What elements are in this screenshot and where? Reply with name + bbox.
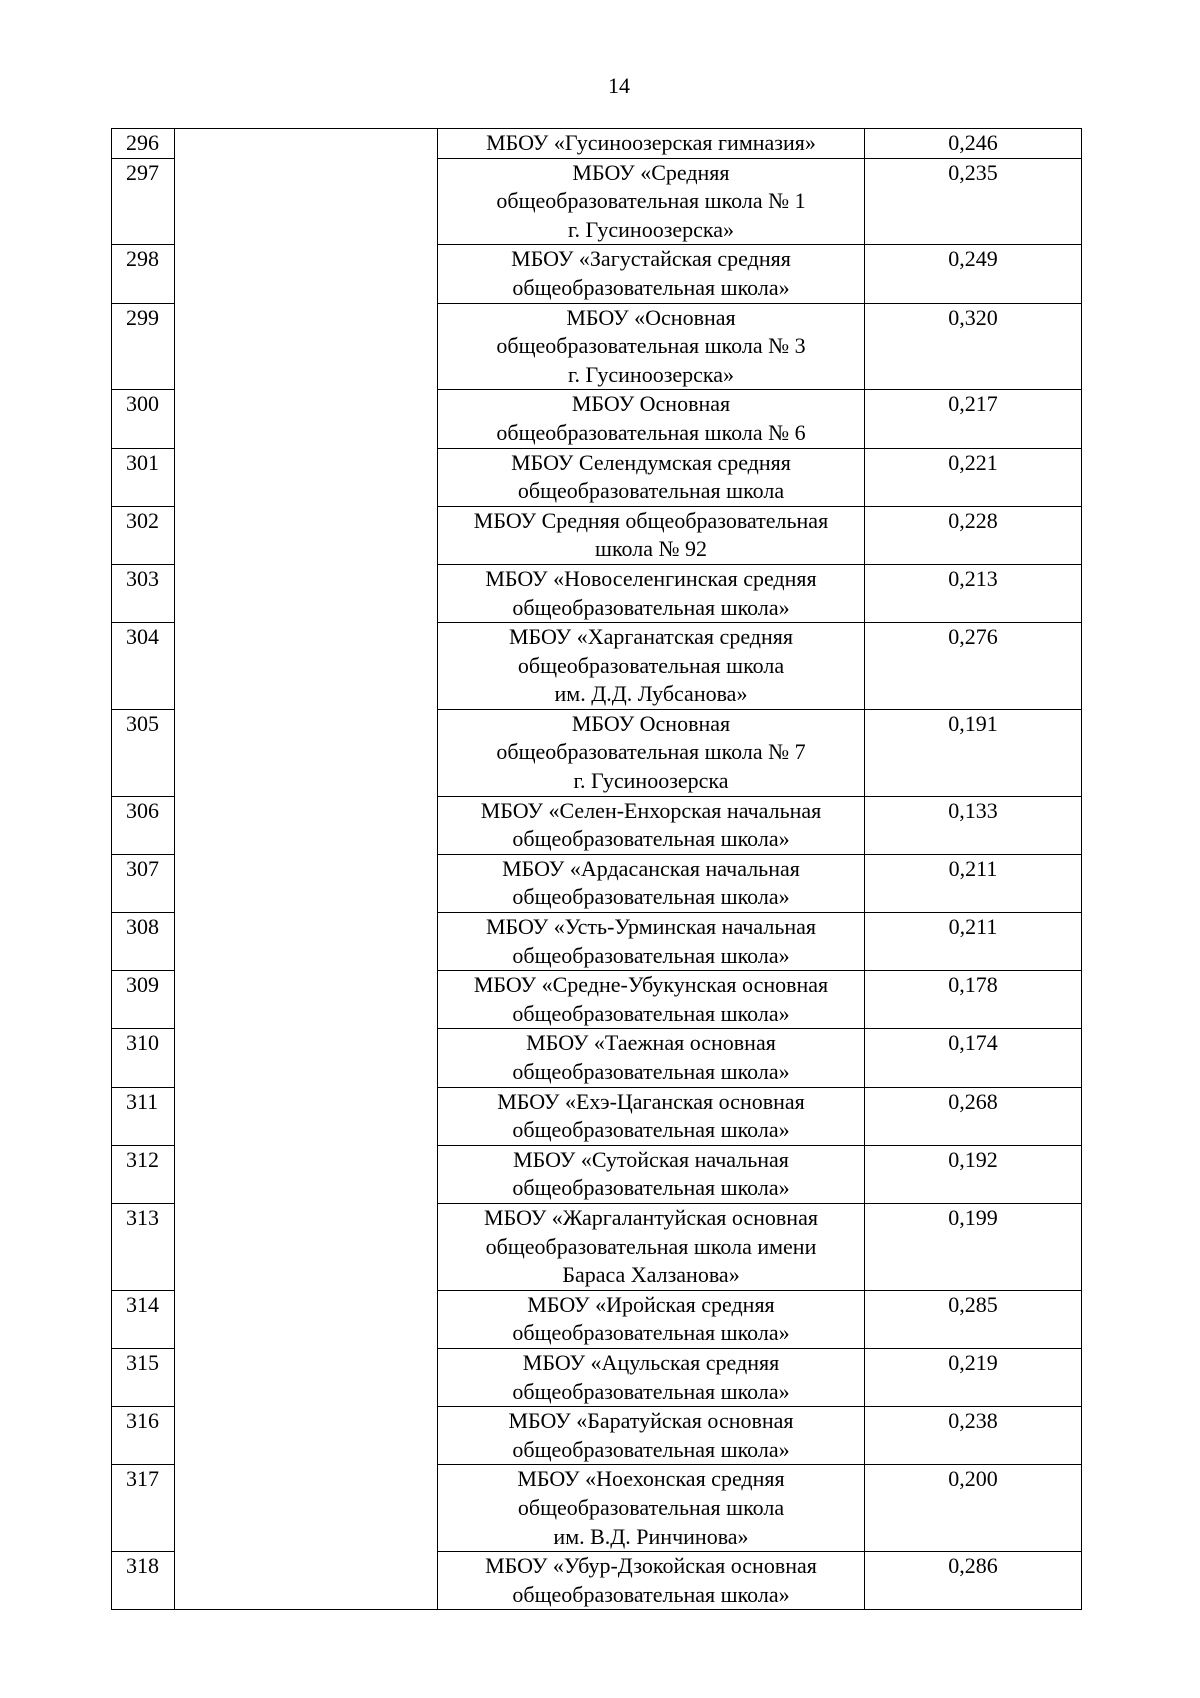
coefficient-value: 0,228 (865, 506, 1082, 564)
coefficient-value: 0,199 (865, 1203, 1082, 1290)
school-name-line: общеобразовательная школа» (512, 1059, 790, 1084)
school-name-line: общеобразовательная школа» (512, 942, 790, 968)
schools-table (111, 128, 1082, 1610)
district-cell (175, 623, 438, 710)
table-row (112, 1029, 1082, 1087)
school-name-line: МБОУ Средняя общеобразовательная (473, 507, 829, 533)
school-name-line: общеобразовательная школа» (512, 1117, 790, 1143)
district-cell (175, 971, 438, 1029)
school-name-line: общеобразовательная школа» (512, 1175, 790, 1201)
school-name-line: МБОУ «Средняя (572, 159, 730, 185)
table-row (112, 1290, 1082, 1348)
page-number: 14 (608, 73, 630, 98)
coefficient-value: 0,286 (865, 1552, 1082, 1610)
school-name-line: общеобразовательная школа» (512, 594, 790, 620)
district-cell (175, 796, 438, 854)
school-name (438, 709, 865, 796)
school-name (438, 245, 865, 303)
school-name-line: МБОУ «Ехэ-Цаганская основная (497, 1088, 805, 1114)
table-row (112, 1348, 1082, 1406)
coefficient-value: 0,221 (865, 448, 1082, 506)
school-name-line: общеобразовательная школа № 3 (496, 333, 806, 359)
school-name (438, 796, 865, 854)
school-name-line: МБОУ «Таежная основная (526, 1030, 776, 1056)
school-name-line: МБОУ Селендумская средняя (511, 449, 791, 475)
school-name-line: общеобразовательная школа (517, 1494, 785, 1520)
school-name-line: МБОУ «Селен-Енхорская начальная (480, 797, 822, 823)
school-name-line: общеобразовательная школа» (512, 1000, 790, 1026)
school-name-line: общеобразовательная школа» (512, 1378, 790, 1404)
school-name (438, 971, 865, 1029)
coefficient-value: 0,192 (865, 1145, 1082, 1203)
coefficient-value: 0,235 (865, 158, 1082, 245)
school-name (438, 854, 865, 912)
row-number: 317 (112, 1465, 175, 1552)
coefficient-value: 0,191 (865, 709, 1082, 796)
school-name (438, 303, 865, 390)
row-number: 300 (112, 390, 175, 448)
school-name-line: Бараса Халзанова» (562, 1262, 740, 1288)
row-number: 312 (112, 1145, 175, 1203)
school-name (438, 1087, 865, 1145)
school-name-line: МБОУ «Гусиноозерская гимназия» (486, 130, 816, 155)
school-name-line: МБОУ Основная (571, 710, 731, 736)
row-number: 305 (112, 709, 175, 796)
row-number: 298 (112, 245, 175, 303)
school-name-line: общеобразовательная школа имени (485, 1233, 817, 1259)
school-name-line: общеобразовательная школа № 6 (496, 419, 806, 445)
table-row (112, 623, 1082, 710)
row-number: 309 (112, 971, 175, 1029)
school-name-line: МБОУ «Убур-Дзокойская основная (485, 1553, 817, 1579)
coefficient-value: 0,211 (865, 854, 1082, 912)
school-name (438, 448, 865, 506)
row-number: 316 (112, 1407, 175, 1465)
school-name (438, 390, 865, 448)
school-name (438, 129, 865, 159)
district-cell (175, 1290, 438, 1348)
district-cell (175, 1145, 438, 1203)
row-number: 306 (112, 796, 175, 854)
school-name-line: МБОУ «Загустайская средняя (511, 246, 791, 272)
coefficient-value: 0,217 (865, 390, 1082, 448)
table-row (112, 913, 1082, 971)
row-number: 307 (112, 854, 175, 912)
school-name-line: общеобразовательная школа» (512, 1320, 790, 1346)
coefficient-value: 0,174 (865, 1029, 1082, 1087)
coefficient-value: 0,249 (865, 245, 1082, 303)
table-row (112, 1465, 1082, 1552)
row-number: 318 (112, 1552, 175, 1610)
school-name-line: МБОУ «Усть-Урминская начальная (485, 914, 817, 940)
district-cell (175, 506, 438, 564)
district-cell (175, 913, 438, 971)
table-row (112, 971, 1082, 1029)
school-name-line: общеобразовательная школа» (512, 884, 790, 910)
school-name-line: общеобразовательная школа» (512, 1581, 790, 1607)
district-cell (175, 1465, 438, 1552)
district-cell (175, 158, 438, 245)
row-number: 301 (112, 448, 175, 506)
coefficient-value: 0,276 (865, 623, 1082, 710)
coefficient-value: 0,213 (865, 564, 1082, 622)
school-name-line: МБОУ «Харганатская средняя (508, 624, 793, 650)
coefficient-value: 0,219 (865, 1348, 1082, 1406)
table-row (112, 390, 1082, 448)
school-name-line: МБОУ «Жаргалантуйская основная (484, 1204, 818, 1230)
district-cell (175, 390, 438, 448)
school-name-line: г. Гусиноозерска» (567, 216, 735, 242)
school-name (438, 1029, 865, 1087)
coefficient-value: 0,211 (865, 913, 1082, 971)
coefficient-value: 0,320 (865, 303, 1082, 390)
school-name-line: общеобразовательная школа № 1 (496, 188, 806, 214)
table-row (112, 245, 1082, 303)
school-name-line: общеобразовательная школа» (512, 1436, 790, 1462)
school-name (438, 623, 865, 710)
table-row (112, 564, 1082, 622)
row-number: 296 (112, 129, 175, 159)
district-cell (175, 303, 438, 390)
district-cell (175, 854, 438, 912)
table-row (112, 854, 1082, 912)
school-name (438, 506, 865, 564)
row-number: 299 (112, 303, 175, 390)
school-name-line: г. Гусиноозерска (573, 768, 729, 794)
school-name-line: МБОУ «Новоселенгинская средняя (485, 565, 817, 591)
school-name-line: г. Гусиноозерска» (567, 361, 735, 387)
district-cell (175, 1552, 438, 1610)
district-cell (175, 564, 438, 622)
district-cell (175, 1407, 438, 1465)
coefficient-value: 0,200 (865, 1465, 1082, 1552)
row-number: 304 (112, 623, 175, 710)
school-name-line: МБОУ «Баратуйская основная (508, 1408, 794, 1434)
school-name-line: МБОУ «Основная (566, 304, 736, 330)
district-cell (175, 1203, 438, 1290)
table-row (112, 796, 1082, 854)
row-number: 311 (112, 1087, 175, 1145)
table-row (112, 1203, 1082, 1290)
row-number: 310 (112, 1029, 175, 1087)
school-name-line: общеобразовательная школа № 7 (496, 739, 806, 765)
row-number: 314 (112, 1290, 175, 1348)
school-name-line: МБОУ Основная (571, 391, 731, 417)
school-name-line: МБОУ «Сутойская начальная (513, 1146, 789, 1172)
school-name-line: МБОУ «Ардасанская начальная (502, 855, 800, 881)
table-row (112, 1145, 1082, 1203)
school-name-line: им. В.Д. Ринчинова» (553, 1523, 749, 1549)
row-number: 313 (112, 1203, 175, 1290)
district-cell (175, 129, 438, 159)
table-row (112, 1087, 1082, 1145)
school-name (438, 1145, 865, 1203)
row-number: 302 (112, 506, 175, 564)
district-cell (175, 245, 438, 303)
school-name-line: общеобразовательная школа (517, 652, 785, 678)
school-name-line: МБОУ «Средне-Убукунская основная (473, 972, 829, 998)
school-name (438, 913, 865, 971)
row-number: 315 (112, 1348, 175, 1406)
school-name (438, 564, 865, 622)
school-name (438, 1465, 865, 1552)
school-name-line: общеобразовательная школа (517, 478, 785, 504)
row-number: 303 (112, 564, 175, 622)
school-name-line: МБОУ «Ноехонская средняя (517, 1466, 785, 1492)
table-row (112, 129, 1082, 159)
row-number: 297 (112, 158, 175, 245)
coefficient-value: 0,285 (865, 1290, 1082, 1348)
coefficient-value: 0,238 (865, 1407, 1082, 1465)
school-name-line: общеобразовательная школа» (512, 274, 790, 300)
table-row (112, 506, 1082, 564)
school-name (438, 1348, 865, 1406)
district-cell (175, 1029, 438, 1087)
district-cell (175, 1087, 438, 1145)
school-name-line: общеобразовательная школа» (512, 826, 790, 852)
coefficient-value: 0,133 (865, 796, 1082, 854)
table-row (112, 1552, 1082, 1610)
school-name (438, 1407, 865, 1465)
district-cell (175, 448, 438, 506)
table-row (112, 448, 1082, 506)
row-number: 308 (112, 913, 175, 971)
table-row (112, 709, 1082, 796)
school-name (438, 1552, 865, 1610)
school-name-line: МБОУ «Ацульская средняя (522, 1349, 780, 1375)
school-name (438, 1203, 865, 1290)
table-row (112, 303, 1082, 390)
school-name (438, 158, 865, 245)
school-name (438, 1290, 865, 1348)
school-name-line: им. Д.Д. Лубсанова» (554, 681, 748, 707)
district-cell (175, 709, 438, 796)
school-name-line: МБОУ «Иройская средняя (527, 1291, 775, 1317)
coefficient-value: 0,268 (865, 1087, 1082, 1145)
district-cell (175, 1348, 438, 1406)
school-name-line: школа № 92 (595, 536, 707, 562)
coefficient-value: 0,246 (865, 129, 1082, 159)
table-row (112, 158, 1082, 245)
table-body (112, 129, 1082, 1610)
coefficient-value: 0,178 (865, 971, 1082, 1029)
table-row (112, 1407, 1082, 1465)
